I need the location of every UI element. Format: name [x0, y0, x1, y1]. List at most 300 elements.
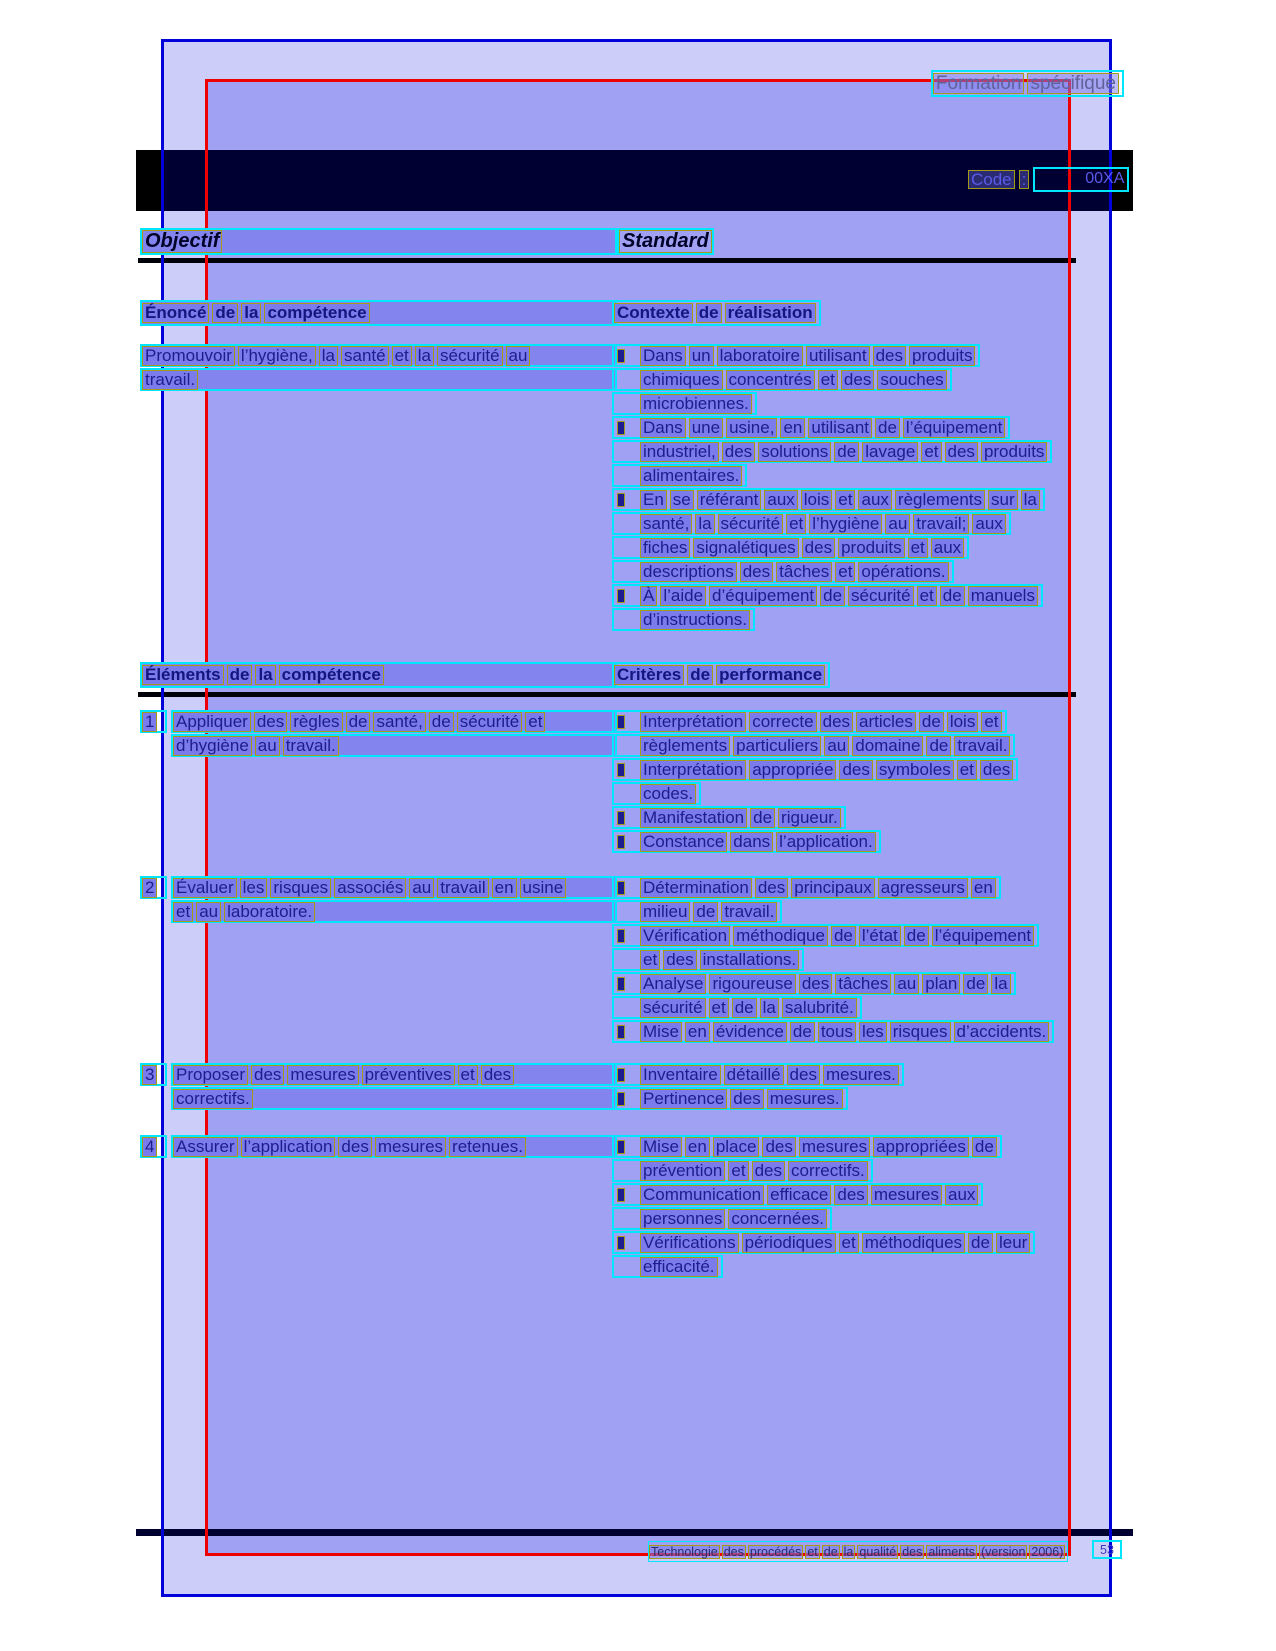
- text-line: [171, 900, 617, 923]
- word: Communication: [640, 1185, 764, 1205]
- word: appropriée: [749, 760, 836, 780]
- text-line: [612, 1063, 904, 1086]
- word: prévention: [640, 1161, 725, 1181]
- section-heading-right: [612, 300, 821, 326]
- word: mesures.: [823, 1065, 899, 1085]
- bullet-icon: [617, 1188, 625, 1202]
- word: des: [820, 712, 853, 732]
- word: préventives: [362, 1065, 455, 1085]
- word: de: [963, 974, 988, 994]
- word: de: [831, 926, 856, 946]
- word: sécurité: [640, 998, 706, 1018]
- word: codes.: [640, 784, 696, 804]
- bullet-icon: [617, 1140, 625, 1154]
- text-line: [140, 368, 617, 391]
- word: et: [917, 586, 937, 606]
- doc-tag-word: Formation: [933, 73, 1025, 94]
- text-line: [612, 948, 804, 971]
- word: travail.: [283, 736, 339, 756]
- word: des: [799, 974, 832, 994]
- footer-word: aliments: [928, 1544, 975, 1559]
- code-label-word: :: [1019, 170, 1030, 189]
- text-line: [612, 416, 1010, 439]
- word: des: [251, 1065, 284, 1085]
- word: des: [762, 1137, 795, 1157]
- word: au: [894, 974, 919, 994]
- word: de: [904, 926, 929, 946]
- word: l’équipement: [903, 418, 1005, 438]
- text-line: [612, 1183, 983, 1206]
- code-value: 00XA: [1085, 170, 1125, 187]
- text-line: [612, 1231, 1035, 1254]
- word: règlements: [895, 490, 985, 510]
- word: mesures.: [767, 1089, 843, 1109]
- word: industriel,: [640, 442, 719, 462]
- word: milieu: [640, 902, 690, 922]
- word: la: [1021, 490, 1040, 510]
- text-line: [171, 1087, 617, 1110]
- word: les: [240, 878, 268, 898]
- word: mesures: [871, 1185, 942, 1205]
- word: des: [752, 1161, 785, 1181]
- word: des: [841, 370, 874, 390]
- word: d’accidents.: [954, 1022, 1050, 1042]
- word: de: [693, 902, 718, 922]
- word: évidence: [713, 1022, 787, 1042]
- code-label-word: Code: [968, 170, 1015, 189]
- word: en: [685, 1137, 710, 1157]
- word: d’équipement: [709, 586, 817, 606]
- word: domaine: [852, 736, 923, 756]
- footer-word: procédés: [749, 1544, 802, 1559]
- word: travail.: [954, 736, 1010, 756]
- text-line: [171, 734, 617, 757]
- word: Éléments: [142, 665, 224, 685]
- word: des: [839, 760, 872, 780]
- footer-word: des: [723, 1544, 744, 1559]
- word: En: [640, 490, 667, 510]
- word: l’application: [241, 1137, 336, 1157]
- word: concentrés: [726, 370, 815, 390]
- word: de: [972, 1137, 997, 1157]
- bullet-icon: [617, 763, 625, 777]
- word: leur: [996, 1233, 1030, 1253]
- text-line: [140, 344, 617, 367]
- bullet-icon: [617, 421, 625, 435]
- word: aux: [858, 490, 891, 510]
- word: utilisant: [806, 346, 870, 366]
- footer-word: de: [823, 1544, 838, 1559]
- word: de: [919, 712, 944, 732]
- word: au: [824, 736, 849, 756]
- word: chimiques: [640, 370, 723, 390]
- word: au: [506, 346, 531, 366]
- column-title-objectif: [140, 228, 617, 255]
- word: des: [945, 442, 978, 462]
- word: Évaluer: [173, 878, 237, 898]
- word: Assurer: [173, 1137, 238, 1157]
- footer-word: qualité: [859, 1544, 897, 1559]
- word: des: [481, 1065, 514, 1085]
- doc-tag-word: spécifique: [1027, 73, 1119, 94]
- word: produits: [909, 346, 975, 366]
- word: des: [740, 562, 773, 582]
- word: particuliers: [733, 736, 821, 756]
- word: de: [875, 418, 900, 438]
- word: l’hygiène,: [238, 346, 316, 366]
- word: au: [196, 902, 221, 922]
- text-line: [171, 1135, 617, 1158]
- text-line: [612, 464, 747, 487]
- word: l’aide: [660, 586, 706, 606]
- word: en: [971, 878, 996, 898]
- footer-word: et: [807, 1544, 818, 1559]
- word: et: [981, 712, 1001, 732]
- word: et: [458, 1065, 478, 1085]
- bullet-icon: [617, 929, 625, 943]
- bullet-icon: [617, 715, 625, 729]
- bullet-icon: [617, 1068, 625, 1082]
- word: Dans: [640, 346, 686, 366]
- bullet-icon: [617, 349, 625, 363]
- word: aux: [972, 514, 1005, 534]
- bullet-icon: [617, 811, 625, 825]
- text-line: [612, 1159, 873, 1182]
- text-line: [612, 972, 1016, 995]
- word: symboles: [876, 760, 954, 780]
- text-line: [171, 1063, 617, 1086]
- word: solutions: [758, 442, 831, 462]
- word: de: [750, 808, 775, 828]
- word: périodiques: [742, 1233, 836, 1253]
- word: des: [802, 538, 835, 558]
- word: retenues.: [449, 1137, 526, 1157]
- word: la: [415, 346, 434, 366]
- doc-tag: [931, 70, 1124, 97]
- word: appropriées: [873, 1137, 969, 1157]
- word: utilisant: [808, 418, 872, 438]
- word: de: [346, 712, 371, 732]
- word: santé,: [373, 712, 425, 732]
- word: réalisation: [725, 303, 816, 323]
- word: un: [689, 346, 714, 366]
- word: de: [968, 1233, 993, 1253]
- word: risques: [270, 878, 331, 898]
- word: laboratoire: [717, 346, 803, 366]
- text-line: [612, 1135, 1002, 1158]
- word: 3: [142, 1065, 157, 1085]
- word: compétence: [264, 303, 369, 323]
- word: correctifs.: [788, 1161, 868, 1181]
- word: installations.: [700, 950, 800, 970]
- word: et: [921, 442, 941, 462]
- text-line: [612, 758, 1018, 781]
- word: de: [834, 442, 859, 462]
- item-number: [140, 710, 167, 733]
- word: en: [492, 878, 517, 898]
- bullet-icon: [617, 881, 625, 895]
- word: risques: [890, 1022, 951, 1042]
- text-line: [612, 782, 701, 805]
- text-line: [612, 734, 1015, 757]
- bullet-icon: [617, 493, 625, 507]
- text-line: [612, 996, 862, 1019]
- word: des: [338, 1137, 371, 1157]
- word: usine,: [726, 418, 777, 438]
- text-line: [612, 1207, 832, 1230]
- word: et: [835, 562, 855, 582]
- code-label: [968, 170, 1033, 189]
- word: et: [640, 950, 660, 970]
- word: Vérifications: [640, 1233, 739, 1253]
- word: concernées.: [728, 1209, 827, 1229]
- word: mesures: [375, 1137, 446, 1157]
- word: d’hygiène: [173, 736, 252, 756]
- word: Proposer: [173, 1065, 248, 1085]
- word: Inventaire: [640, 1065, 721, 1085]
- word: la: [319, 346, 338, 366]
- word: sécurité: [437, 346, 503, 366]
- word: fiches: [640, 538, 690, 558]
- word: agresseurs: [878, 878, 968, 898]
- word: descriptions: [640, 562, 737, 582]
- bullet-icon: [617, 1092, 625, 1106]
- word: souches: [877, 370, 946, 390]
- bullet-icon: [617, 1236, 625, 1250]
- word: Détermination: [640, 878, 752, 898]
- word: une: [689, 418, 723, 438]
- word: référant: [697, 490, 762, 510]
- word: Mise: [640, 1022, 682, 1042]
- word: de: [820, 586, 845, 606]
- word: et: [709, 998, 729, 1018]
- word: et: [392, 346, 412, 366]
- word: Vérification: [640, 926, 730, 946]
- footer-word: 2006): [1031, 1544, 1064, 1559]
- word: sécurité: [848, 586, 914, 606]
- footer-word: des: [902, 1544, 923, 1559]
- word: la: [695, 514, 714, 534]
- word: et: [728, 1161, 748, 1181]
- word: d’instructions.: [640, 610, 750, 630]
- word: Promouvoir: [142, 346, 235, 366]
- word: usine: [520, 878, 567, 898]
- word: manuels: [968, 586, 1038, 606]
- word: l’équipement: [932, 926, 1034, 946]
- word: principaux: [791, 878, 875, 898]
- word: Dans: [640, 418, 686, 438]
- text-line: [612, 806, 846, 829]
- text-line: [612, 830, 881, 853]
- word: À: [640, 586, 657, 606]
- word: détaillé: [724, 1065, 784, 1085]
- word: performance: [716, 665, 825, 685]
- word: efficace: [767, 1185, 831, 1205]
- word: l’hygiène: [809, 514, 882, 534]
- word: règles: [290, 712, 342, 732]
- word: l’application.: [776, 832, 876, 852]
- word: la: [760, 998, 779, 1018]
- word: Pertinence: [640, 1089, 727, 1109]
- text-line: [612, 1020, 1054, 1043]
- word: Manifestation: [640, 808, 747, 828]
- text-line: [612, 488, 1045, 511]
- word: alimentaires.: [640, 466, 742, 486]
- text-line: [171, 710, 617, 733]
- word: opérations.: [858, 562, 948, 582]
- text-line: [612, 560, 954, 583]
- word: tous: [818, 1022, 856, 1042]
- word: Appliquer: [173, 712, 251, 732]
- word: travail: [437, 878, 488, 898]
- section-heading-left: [140, 300, 617, 326]
- word: aux: [931, 538, 964, 558]
- code-value-box: [1033, 167, 1129, 192]
- word: lavage: [862, 442, 918, 462]
- text-line: [612, 924, 1039, 947]
- word: mesures: [799, 1137, 870, 1157]
- word: travail;: [913, 514, 969, 534]
- word: se: [670, 490, 694, 510]
- word: des: [834, 1185, 867, 1205]
- word: correcte: [749, 712, 816, 732]
- word: et: [525, 712, 545, 732]
- word: des: [663, 950, 696, 970]
- word: et: [908, 538, 928, 558]
- word: personnes: [640, 1209, 725, 1229]
- text-line: [612, 512, 1011, 535]
- word: de: [926, 736, 951, 756]
- bullet-icon: [617, 835, 625, 849]
- word: santé: [341, 346, 389, 366]
- word: place: [713, 1137, 760, 1157]
- word: et: [835, 490, 855, 510]
- page-number: [1092, 1540, 1122, 1559]
- word: au: [409, 878, 434, 898]
- word: l’état: [859, 926, 901, 946]
- word: compétence: [279, 665, 384, 685]
- word: tâches: [776, 562, 832, 582]
- text-line: [612, 1087, 848, 1110]
- word: les: [859, 1022, 887, 1042]
- word: 4: [142, 1137, 157, 1157]
- word: et: [839, 1233, 859, 1253]
- footer-text: [648, 1541, 1068, 1562]
- word: de: [429, 712, 454, 732]
- text-line: [612, 608, 755, 631]
- word: Contexte: [614, 303, 693, 323]
- word: Mise: [640, 1137, 682, 1157]
- section-heading-right: [612, 662, 830, 688]
- word: sur: [988, 490, 1018, 510]
- word: règlements: [640, 736, 730, 756]
- word: et: [957, 760, 977, 780]
- word: et: [786, 514, 806, 534]
- word: lois: [801, 490, 833, 510]
- word: de: [696, 303, 722, 323]
- word: des: [722, 442, 755, 462]
- section-heading-left: [140, 662, 617, 688]
- word: de: [227, 665, 253, 685]
- word: et: [173, 902, 193, 922]
- item-number: [140, 1063, 167, 1086]
- word: associés: [334, 878, 406, 898]
- bullet-icon: [617, 1025, 625, 1039]
- word: signalétiques: [693, 538, 798, 558]
- word: Constance: [640, 832, 727, 852]
- text-line: [612, 368, 952, 391]
- word: en: [685, 1022, 710, 1042]
- word: des: [755, 878, 788, 898]
- word: laboratoire.: [224, 902, 315, 922]
- text-line: [612, 584, 1043, 607]
- page-number-value: 53: [1100, 1542, 1114, 1557]
- word: et: [818, 370, 838, 390]
- word: au: [885, 514, 910, 534]
- footer-word: (version: [980, 1544, 1026, 1559]
- word: plan: [922, 974, 960, 994]
- word: travail.: [142, 370, 198, 390]
- text-line: [612, 900, 782, 923]
- text-line: [612, 536, 969, 559]
- standard-label: Standard: [619, 230, 712, 253]
- item-number: [140, 876, 167, 899]
- word: sécurité: [457, 712, 523, 732]
- word: la: [241, 303, 261, 323]
- word: au: [255, 736, 280, 756]
- word: aux: [945, 1185, 978, 1205]
- word: des: [980, 760, 1013, 780]
- word: sécurité: [718, 514, 784, 534]
- word: mesures: [287, 1065, 358, 1085]
- text-line: [612, 876, 1001, 899]
- word: Interprétation: [640, 760, 746, 780]
- word: de: [687, 665, 713, 685]
- word: Analyse: [640, 974, 706, 994]
- word: aux: [764, 490, 797, 510]
- word: travail.: [721, 902, 777, 922]
- word: tâches: [835, 974, 891, 994]
- footer-word: Technologie: [651, 1544, 718, 1559]
- text-line: [612, 392, 757, 415]
- word: des: [730, 1089, 763, 1109]
- word: lois: [947, 712, 979, 732]
- code-row: [968, 166, 1129, 192]
- word: Interprétation: [640, 712, 746, 732]
- objectif-label: Objectif: [142, 230, 222, 253]
- column-title-standard: [617, 228, 714, 255]
- text-line: [612, 710, 1007, 733]
- word: dans: [730, 832, 773, 852]
- word: de: [790, 1022, 815, 1042]
- text-line: [612, 440, 1052, 463]
- word: rigueur.: [778, 808, 841, 828]
- text-line: [612, 344, 980, 367]
- word: en: [780, 418, 805, 438]
- text-line: [171, 876, 617, 899]
- word: des: [254, 712, 287, 732]
- word: efficacité.: [640, 1257, 718, 1277]
- word: Critères: [614, 665, 684, 685]
- word: Énoncé: [142, 303, 209, 323]
- footer-word: la: [843, 1544, 854, 1559]
- word: des: [787, 1065, 820, 1085]
- word: des: [873, 346, 906, 366]
- word: 1: [142, 712, 157, 732]
- word: correctifs.: [173, 1089, 253, 1109]
- bullet-icon: [617, 589, 625, 603]
- word: rigoureuse: [709, 974, 795, 994]
